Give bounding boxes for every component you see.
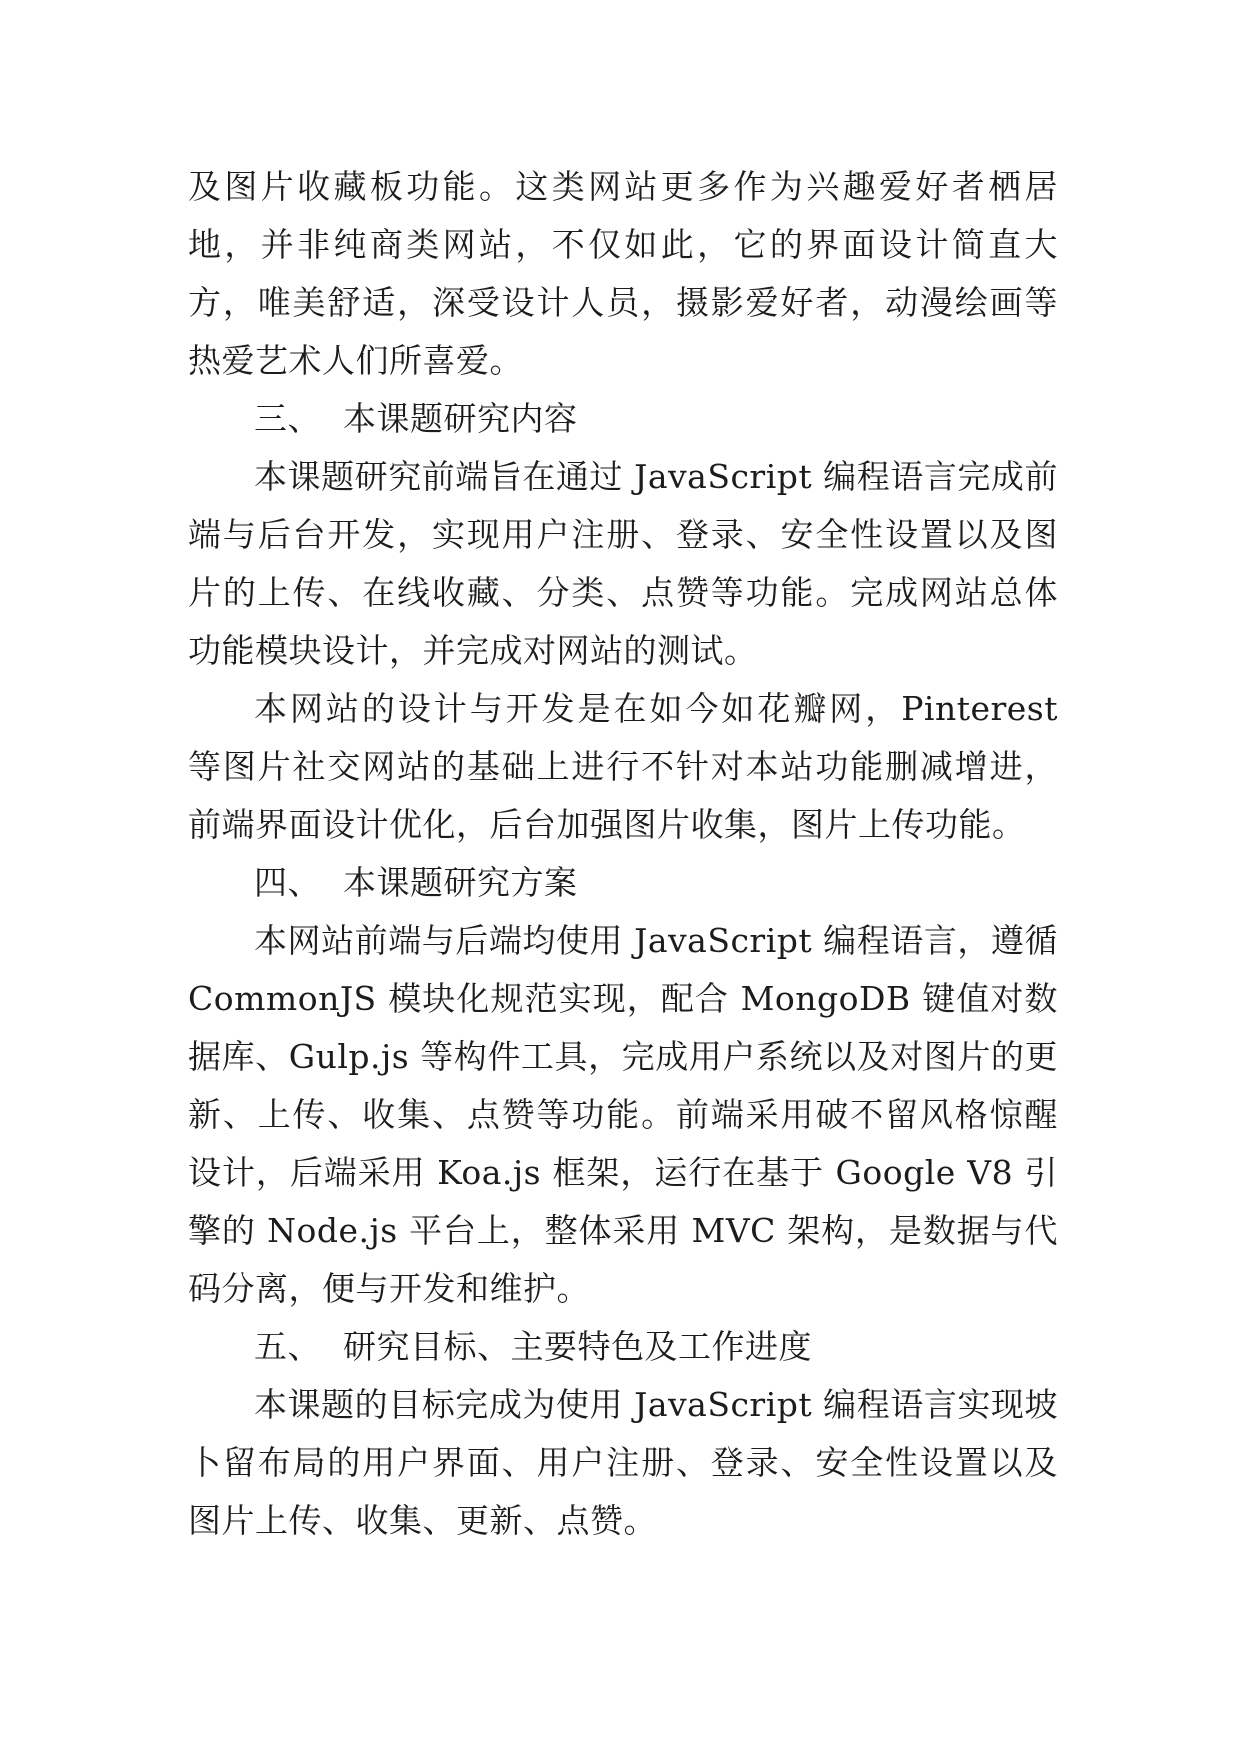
section-heading-5: 五、 研究目标、主要特色及工作进度	[254, 1327, 812, 1366]
section-heading-4: 四、 本课题研究方案	[254, 863, 578, 902]
section-heading-3: 三、 本课题研究内容	[254, 399, 578, 438]
paragraph-site-design: 本网站的设计与开发是在如今如花瓣网，Pinterest 等图片社交网站的基础上进行不针对本站功能删减增进，前端界面设计优化，后台加强图片收集，图片上传功能。	[188, 689, 1069, 844]
paragraph-research-goals: 本课题的目标完成为使用 JavaScript 编程语言实现坡卜留布局的用户界面、用户注册、登录、安全性设置以及图片上传、收集、更新、点赞。	[188, 1385, 1058, 1540]
paragraph-research-plan: 本网站前端与后端均使用 JavaScript 编程语言，遵循 CommonJS 模块化规范实现，配合 MongoDB 键值对数据库、Gulp.js 等构件工具，完成用户系统以及对图片的更新、上传、收集、点赞等功能。前端采用破不留风格惊醒设计，后端采用 Koa.js 框架，运行在基于 Google V8 引擎的 Node.js 平台上，整体采用 MVC 架构，是数据与代码分离，便与开发和维护。	[188, 921, 1069, 1308]
paragraph-continuation: 及图片收藏板功能。这类网站更多作为兴趣爱好者栖居地，并非纯商类网站，不仅如此，它的界面设计简直大方，唯美舒适，深受设计人员，摄影爱好者，动漫绘画等热爱艺术人们所喜爱。	[188, 167, 1058, 380]
document-body	[188, 158, 1069, 1550]
paragraph-research-content: 本课题研究前端旨在通过 JavaScript 编程语言完成前端与后台开发，实现用户注册、登录、安全性设置以及图片的上传、在线收藏、分类、点赞等功能。完成网站总体功能模块设计，并完成对网站的测试。	[188, 457, 1058, 670]
